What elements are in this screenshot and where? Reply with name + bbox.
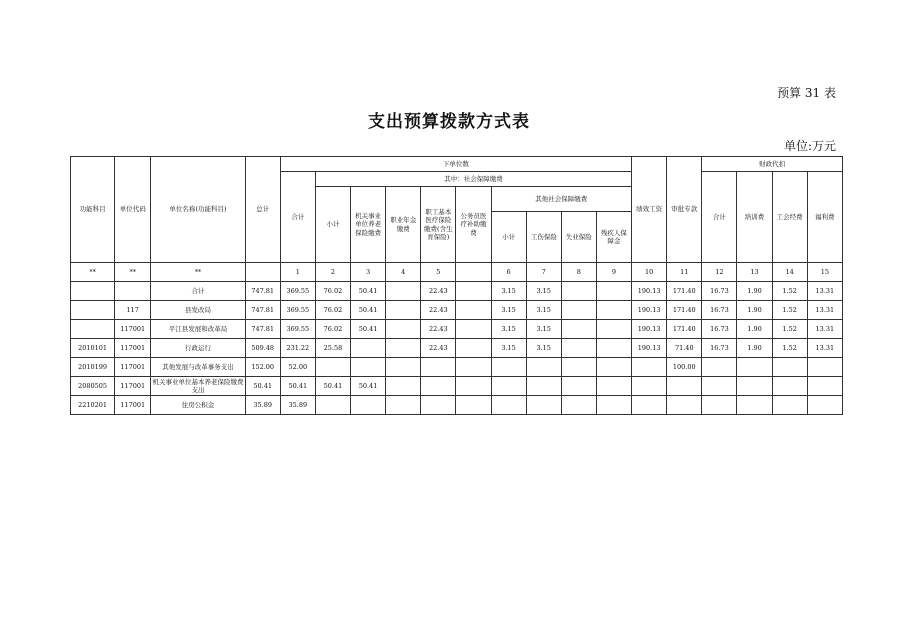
index-cell (245, 263, 280, 282)
cell-value (386, 377, 421, 396)
cell-value (561, 377, 596, 396)
table-row (71, 396, 843, 415)
index-cell: 4 (386, 263, 421, 282)
cell-value (315, 358, 350, 377)
cell-unit-code: 117001 (115, 377, 151, 396)
cell-value: 1.52 (772, 282, 807, 301)
cell-value: 3.15 (491, 339, 526, 358)
cell-value (315, 396, 350, 415)
cell-value (632, 377, 667, 396)
cell-value (421, 396, 456, 415)
cell-value: 22.43 (421, 339, 456, 358)
cell-value: 1.52 (772, 301, 807, 320)
cell-value (807, 377, 842, 396)
cell-unit-code: 117001 (115, 358, 151, 377)
index-cell: 14 (772, 263, 807, 282)
index-cell: 13 (737, 263, 772, 282)
table-row (71, 301, 843, 320)
cell-value (772, 358, 807, 377)
cell-value (456, 301, 491, 320)
cell-value (456, 320, 491, 339)
cell-value (421, 358, 456, 377)
cell-value (737, 396, 772, 415)
table-body (71, 282, 843, 415)
cell-unit-code: 117 (115, 301, 151, 320)
index-cell: ** (71, 263, 115, 282)
table-number: 预算 31 表 (777, 86, 836, 100)
cell-value (807, 358, 842, 377)
cell-value: 50.41 (280, 377, 315, 396)
cell-value (456, 282, 491, 301)
header-civil-med: 公务员医疗补助缴费 (456, 187, 491, 263)
cell-value (386, 282, 421, 301)
cell-value: 22.43 (421, 320, 456, 339)
cell-value: 369.55 (280, 301, 315, 320)
cell-value (491, 358, 526, 377)
index-cell: ** (151, 263, 245, 282)
cell-value (596, 396, 631, 415)
cell-value: 1.90 (737, 282, 772, 301)
cell-value: 1.90 (737, 320, 772, 339)
header-other-small: 小计 (492, 212, 527, 263)
cell-value: 190.13 (632, 339, 667, 358)
cell-value (491, 377, 526, 396)
index-cell: 1 (280, 263, 315, 282)
header-total: 总计 (245, 157, 280, 263)
header-fiscal: 财政代扣 (702, 157, 843, 172)
cell-value: 3.15 (491, 301, 526, 320)
cell-value: 3.15 (491, 282, 526, 301)
index-cell: 9 (596, 263, 631, 282)
cell-value: 100.00 (667, 358, 702, 377)
cell-value: 22.43 (421, 282, 456, 301)
cell-value (526, 396, 561, 415)
index-cell (456, 263, 491, 282)
cell-value (386, 396, 421, 415)
cell-value: 171.40 (667, 301, 702, 320)
header-pension: 机关事业单位养老保险缴费 (351, 187, 386, 263)
cell-value (737, 377, 772, 396)
header-medical: 职工基本医疗保险缴费(含生育保险) (421, 187, 456, 263)
cell-value: 3.15 (526, 320, 561, 339)
cell-value (491, 396, 526, 415)
cell-value (561, 339, 596, 358)
cell-unit-code (115, 282, 151, 301)
cell-value: 3.15 (491, 320, 526, 339)
unit-label: 单位:万元 (783, 139, 836, 153)
cell-value: 50.41 (351, 377, 386, 396)
cell-value: 3.15 (526, 301, 561, 320)
budget-table (70, 156, 843, 415)
cell-value: 50.41 (315, 377, 350, 396)
cell-value (351, 396, 386, 415)
cell-value (596, 358, 631, 377)
index-cell: ** (115, 263, 151, 282)
cell-value (667, 377, 702, 396)
cell-value: 50.41 (351, 301, 386, 320)
other-social-subtable (492, 187, 632, 262)
cell-unit-name: 县发改局 (151, 301, 245, 320)
table-row (71, 320, 843, 339)
cell-unit-code: 117001 (115, 339, 151, 358)
cell-value (456, 358, 491, 377)
cell-unit-name: 合计 (151, 282, 245, 301)
cell-func-code (71, 301, 115, 320)
cell-value (772, 377, 807, 396)
cell-value (456, 396, 491, 415)
cell-value (561, 358, 596, 377)
cell-value: 16.73 (702, 320, 737, 339)
cell-unit-name: 行政运行 (151, 339, 245, 358)
index-cell: 15 (807, 263, 842, 282)
header-f-total: 合计 (702, 172, 737, 263)
cell-total: 152.00 (245, 358, 280, 377)
cell-value: 76.02 (315, 282, 350, 301)
header-subtotal: 合计 (280, 172, 315, 263)
cell-value (596, 282, 631, 301)
cell-value: 190.13 (632, 320, 667, 339)
cell-value (737, 358, 772, 377)
cell-value (702, 396, 737, 415)
cell-total: 50.41 (245, 377, 280, 396)
cell-value: 3.15 (526, 339, 561, 358)
cell-value: 50.41 (351, 282, 386, 301)
index-cell: 3 (351, 263, 386, 282)
header-injury: 工伤保险 (526, 212, 561, 263)
cell-value: 190.13 (632, 301, 667, 320)
header-social: 其中：社会保障缴费 (315, 172, 631, 187)
header-lower: 下单位数 (280, 157, 631, 172)
cell-value (561, 282, 596, 301)
table-row (71, 282, 843, 301)
index-cell: 11 (667, 263, 702, 282)
cell-value (386, 358, 421, 377)
cell-total: 35.89 (245, 396, 280, 415)
cell-total: 509.48 (245, 339, 280, 358)
cell-func-code: 2010199 (71, 358, 115, 377)
index-cell: 7 (526, 263, 561, 282)
cell-value (596, 320, 631, 339)
index-cell: 12 (702, 263, 737, 282)
cell-value: 50.41 (351, 320, 386, 339)
cell-value: 25.58 (315, 339, 350, 358)
cell-value (596, 301, 631, 320)
cell-value: 16.73 (702, 339, 737, 358)
cell-value: 171.40 (667, 282, 702, 301)
header-unit-code: 单位代码 (115, 157, 151, 263)
header-f-union: 工会经费 (772, 172, 807, 263)
cell-value (807, 396, 842, 415)
cell-value: 52.00 (280, 358, 315, 377)
cell-value (526, 377, 561, 396)
cell-total: 747.81 (245, 282, 280, 301)
header-approve: 审批专款 (667, 157, 702, 263)
cell-value: 13.31 (807, 301, 842, 320)
cell-value: 231.22 (280, 339, 315, 358)
header-func: 功能科目 (71, 157, 115, 263)
cell-value: 3.15 (526, 282, 561, 301)
cell-value (632, 396, 667, 415)
cell-value: 190.13 (632, 282, 667, 301)
cell-value: 35.89 (280, 396, 315, 415)
index-cell: 6 (491, 263, 526, 282)
cell-unit-code: 117001 (115, 320, 151, 339)
cell-value (702, 358, 737, 377)
cell-value (421, 377, 456, 396)
cell-value (351, 339, 386, 358)
cell-value (596, 377, 631, 396)
cell-value (456, 377, 491, 396)
table-row (71, 358, 843, 377)
cell-value (561, 320, 596, 339)
cell-value: 13.31 (807, 320, 842, 339)
cell-unit-name: 平江县发展和改革局 (151, 320, 245, 339)
cell-value (456, 339, 491, 358)
cell-value: 369.55 (280, 282, 315, 301)
cell-value (772, 396, 807, 415)
cell-value (632, 358, 667, 377)
header-annuity: 职业年金缴费 (386, 187, 421, 263)
cell-value (561, 396, 596, 415)
cell-value: 76.02 (315, 320, 350, 339)
header-f-train: 培训费 (737, 172, 772, 263)
header-unemp: 失业保险 (561, 212, 596, 263)
header-other-social-group (491, 187, 632, 263)
cell-total: 747.81 (245, 301, 280, 320)
cell-value: 22.43 (421, 301, 456, 320)
header-f-welfare: 福利费 (807, 172, 842, 263)
index-row (71, 263, 843, 282)
cell-value: 16.73 (702, 301, 737, 320)
cell-unit-name: 其他发展与改革事务支出 (151, 358, 245, 377)
cell-value: 71.40 (667, 339, 702, 358)
cell-value (667, 396, 702, 415)
cell-value: 76.02 (315, 301, 350, 320)
cell-value: 13.31 (807, 339, 842, 358)
cell-value: 369.55 (280, 320, 315, 339)
cell-func-code (71, 282, 115, 301)
cell-value: 1.52 (772, 320, 807, 339)
cell-value (561, 301, 596, 320)
cell-value: 1.90 (737, 339, 772, 358)
header-perf: 绩效工资 (632, 157, 667, 263)
cell-func-code: 2210201 (71, 396, 115, 415)
cell-unit-name: 住房公积金 (151, 396, 245, 415)
cell-value (386, 301, 421, 320)
cell-func-code: 2010101 (71, 339, 115, 358)
header-other-social: 其他社会保障缴费 (492, 187, 632, 212)
header-disabled: 残疾人保障金 (600, 228, 627, 245)
index-cell: 10 (632, 263, 667, 282)
index-cell: 2 (315, 263, 350, 282)
cell-value (702, 377, 737, 396)
cell-value (386, 320, 421, 339)
cell-func-code: 2080505 (71, 377, 115, 396)
cell-value: 1.52 (772, 339, 807, 358)
header-unit-name: 单位名称(功能科目) (151, 157, 245, 263)
table-row (71, 339, 843, 358)
cell-value (526, 358, 561, 377)
cell-value (596, 339, 631, 358)
cell-value (386, 339, 421, 358)
cell-value: 16.73 (702, 282, 737, 301)
cell-total: 747.81 (245, 320, 280, 339)
cell-value: 1.90 (737, 301, 772, 320)
cell-unit-name: 机关事业单位基本养老保险缴费支出 (152, 377, 244, 394)
cell-value: 171.40 (667, 320, 702, 339)
cell-unit-code: 117001 (115, 396, 151, 415)
index-cell: 5 (421, 263, 456, 282)
cell-value: 13.31 (807, 282, 842, 301)
cell-func-code (71, 320, 115, 339)
page-title: 支出预算拨款方式表 (368, 112, 530, 132)
index-cell: 8 (561, 263, 596, 282)
cell-value (351, 358, 386, 377)
table-row (71, 377, 843, 396)
header-small-total: 小计 (315, 187, 350, 263)
